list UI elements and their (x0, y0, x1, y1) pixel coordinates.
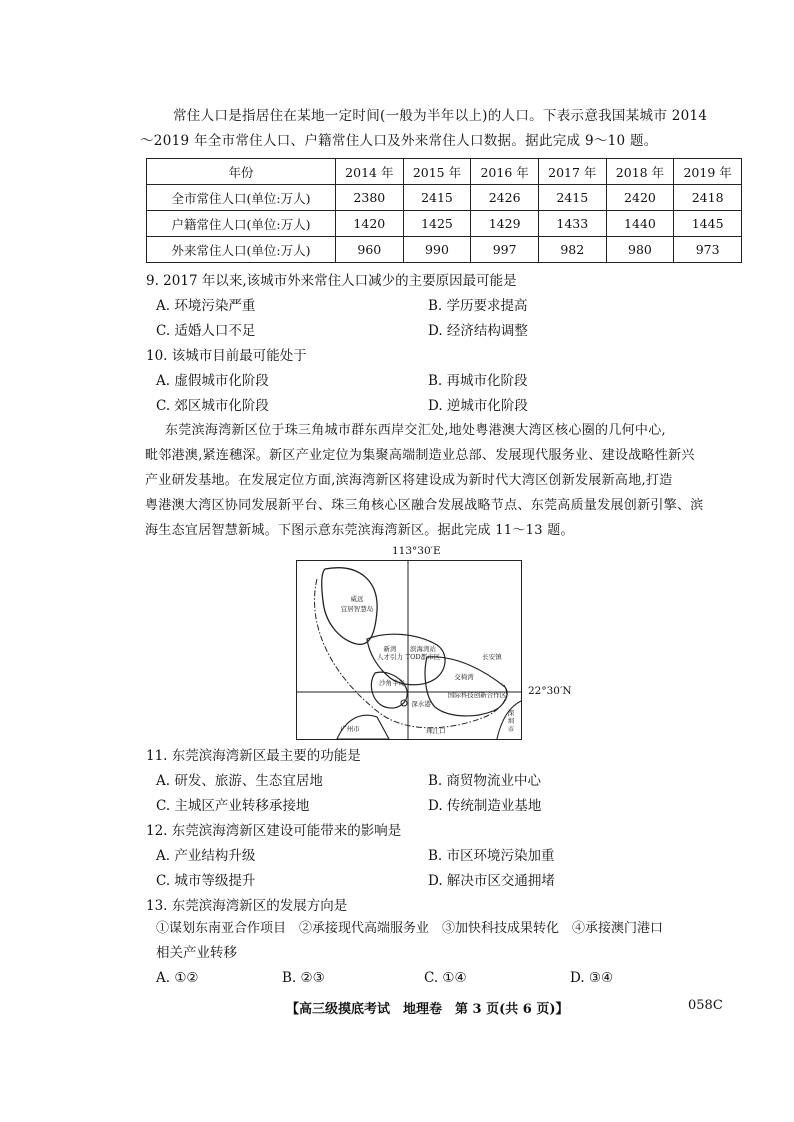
table-header-cell: 2019 年 (674, 159, 742, 185)
table-cell: 1433 (538, 211, 606, 237)
table-cell: 全市常住人口(单位:万人) (147, 185, 336, 211)
table-cell: 2415 (538, 185, 606, 211)
question-11-stem: 11. 东莞滨海湾新区最主要的功能是 (146, 748, 361, 764)
table-header-cell: 2016 年 (471, 159, 539, 185)
table-header-cell: 2014 年 (336, 159, 404, 185)
question-13-option-a[interactable]: A. ①② (156, 970, 199, 986)
jiaoyi-bay-area (425, 657, 507, 716)
table-cell: 960 (336, 237, 404, 263)
question-9-option-a[interactable]: A. 环境污染严重 (156, 298, 256, 314)
table-cell: 1445 (674, 211, 742, 237)
map-label-jiaoyi: 交椅湾 (454, 673, 474, 681)
longitude-label: 113°30′E (392, 545, 441, 557)
intro-line-1: 常住人口是指居住在某地一定时间(一般为半年以上)的人口。下表示意我国某城市 2014 (173, 108, 708, 124)
map-label-shajiao: 沙角半岛 (379, 679, 405, 687)
question-13-option-c[interactable]: C. ①④ (424, 970, 467, 986)
binhaiwan-map (296, 560, 522, 740)
question-12-option-a[interactable]: A. 产业结构升级 (156, 848, 256, 864)
intro2-line-4: 粤港澳大湾区协同发展新平台、珠三角核心区融合发展战略节点、东莞高质量发展创新引擎、滨 (145, 498, 704, 513)
table-cell: 2420 (606, 185, 674, 211)
question-13-items-line-2: 相关产业转移 (156, 945, 237, 961)
intro-paragraph-2 (145, 418, 745, 543)
table-cell: 2418 (674, 185, 742, 211)
table-cell: 980 (606, 237, 674, 263)
table-cell: 973 (674, 237, 742, 263)
table-header-cell: 2017 年 (538, 159, 606, 185)
table-header-cell: 2015 年 (403, 159, 471, 185)
question-10-option-b[interactable]: B. 再城市化阶段 (428, 373, 528, 389)
table-cell: 1440 (606, 211, 674, 237)
map-label-guangzhou: 广州市 (340, 725, 360, 733)
question-9-option-c[interactable]: C. 适婚人口不足 (156, 323, 256, 339)
question-11-option-a[interactable]: A. 研发、旅游、生态宜居地 (156, 773, 323, 789)
question-13-items-line-1: ①谋划东南亚合作项目 ②承接现代高端服务业 ③加快科技成果转化 ④承接澳门港口 (156, 921, 664, 936)
paper-code: 058C (688, 998, 723, 1013)
table-cell: 外来常住人口(单位:万人) (147, 237, 336, 263)
question-11-option-d[interactable]: D. 传统制造业基地 (428, 798, 542, 814)
table-header-row (147, 159, 742, 185)
question-11-option-c[interactable]: C. 主城区产业转移承接地 (156, 798, 310, 814)
table-cell: 990 (403, 237, 471, 263)
table-cell: 1420 (336, 211, 404, 237)
table-cell: 997 (471, 237, 539, 263)
question-12-option-b[interactable]: B. 市区环境污染加重 (428, 848, 555, 864)
population-table (146, 158, 742, 263)
question-12-option-c[interactable]: C. 城市等级提升 (156, 873, 256, 889)
question-11-option-b[interactable]: B. 商贸物流业中心 (428, 773, 542, 789)
question-13-option-b[interactable]: B. ②③ (282, 970, 325, 986)
intro-line-2: ～2019 年全市常住人口、户籍常住人口及外来常住人口数据。据此完成 9～10 题。 (140, 133, 658, 149)
map-label-tod: TOD都市区 (405, 653, 441, 661)
page-footer: 【高三级摸底考试 地理卷 第 3 页(共 6 页)】 (286, 1002, 569, 1017)
table-cell: 2415 (403, 185, 471, 211)
table-row (147, 185, 742, 211)
map-label-yiju: 宜居智慧岛 (340, 605, 374, 613)
map-label-xinwan: 新湾 (383, 645, 397, 653)
table-header-cell: 年份 (147, 159, 336, 185)
question-9-option-d[interactable]: D. 经济结构调整 (428, 323, 528, 339)
question-12-stem: 12. 东莞滨海湾新区建设可能带来的影响是 (146, 823, 402, 839)
question-10-option-a[interactable]: A. 虚假城市化阶段 (156, 373, 269, 389)
question-10-option-d[interactable]: D. 逆城市化阶段 (428, 398, 528, 414)
map-label-binhai: 滨海湾站 (410, 645, 436, 653)
map-label-weiyuan: 威远 (350, 595, 364, 603)
intro2-line-1: 东莞滨海湾新区位于珠三角城市群东西岸交汇处,地处粤港澳大湾区核心圈的几何中心, (165, 423, 666, 438)
question-13-option-d[interactable]: D. ③④ (570, 970, 614, 986)
intro2-line-2: 毗邻港澳,紧连穗深。新区产业定位为集聚高端制造业总部、发展现代服务业、建设战略性新兴 (145, 448, 695, 463)
intro2-line-3: 产业研发基地。在发展定位方面,滨海湾新区将建设成为新时代大湾区创新发展新高地,打造 (145, 473, 673, 488)
table-cell: 1425 (403, 211, 471, 237)
question-13-stem: 13. 东莞滨海湾新区的发展方向是 (146, 898, 348, 914)
question-9-option-b[interactable]: B. 学历要求提高 (428, 298, 528, 314)
intro-paragraph-1 (140, 104, 740, 154)
map-label-rencai: 人才引力 (377, 653, 403, 661)
question-12-option-d[interactable]: D. 解决市区交通拥堵 (428, 873, 555, 889)
map-label-zhujiangkou: 珠江口 (426, 727, 446, 735)
question-10-stem: 10. 该城市目前最可能处于 (146, 348, 307, 364)
intro2-line-5: 海生态宜居智慧新城。下图示意东莞滨海湾新区。据此完成 11～13 题。 (145, 523, 574, 538)
map-label-shenzhen: 深圳市 (507, 709, 515, 733)
table-cell: 2380 (336, 185, 404, 211)
table-cell: 982 (538, 237, 606, 263)
table-row (147, 237, 742, 263)
question-10-option-c[interactable]: C. 郊区城市化阶段 (156, 398, 269, 414)
map-label-shenshui: 深水港 (411, 700, 431, 708)
table-header-cell: 2018 年 (606, 159, 674, 185)
map-label-changan: 长安镇 (482, 653, 502, 661)
table-cell: 2426 (471, 185, 539, 211)
table-cell: 1429 (471, 211, 539, 237)
map-label-guoji: 国际科技创新合作区 (447, 691, 507, 699)
question-9-stem: 9. 2017 年以来,该城市外来常住人口减少的主要原因最可能是 (146, 273, 517, 289)
latitude-label: 22°30′N (528, 685, 572, 697)
table-row (147, 211, 742, 237)
table-cell: 户籍常住人口(单位:万人) (147, 211, 336, 237)
